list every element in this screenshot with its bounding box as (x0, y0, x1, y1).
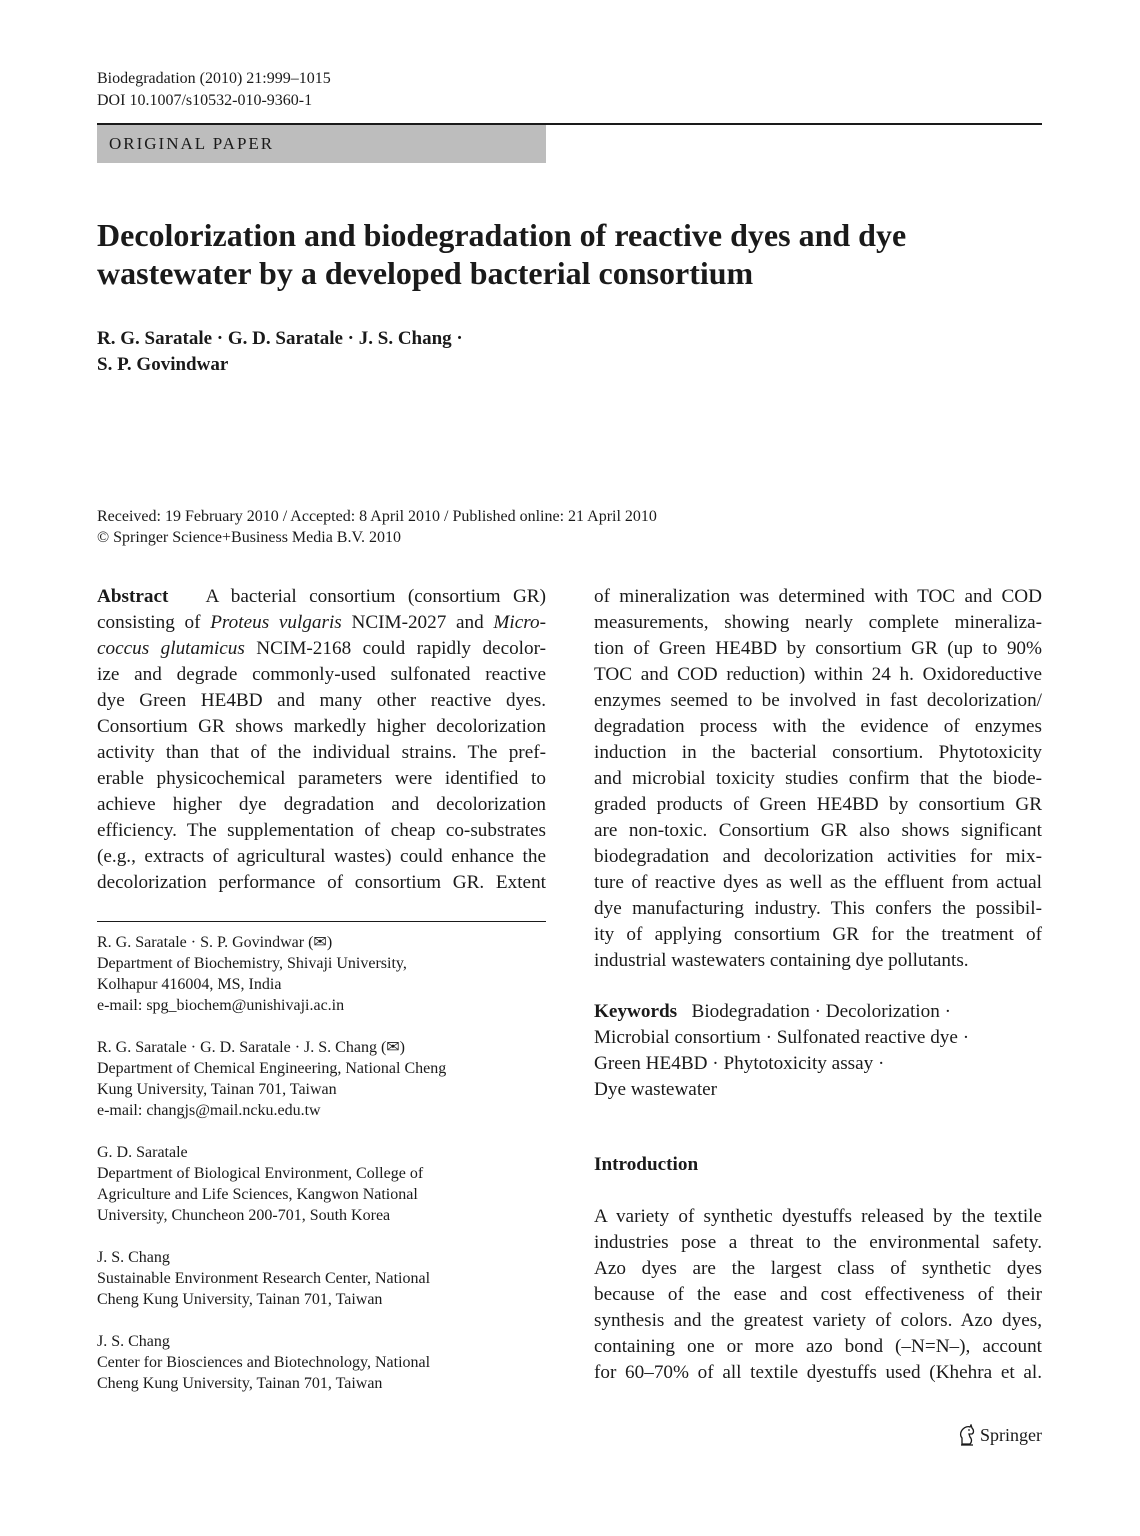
affiliation-line: Kolhapur 416004, MS, India (97, 976, 282, 993)
affiliation-line: Department of Chemical Engineering, National Cheng (97, 1060, 447, 1077)
abstract-line: induction in the bacterial consortium. Phytotoxicity (594, 742, 1042, 763)
affiliation (97, 1037, 546, 1121)
abstract-line: dye manufacturing industry. This confers the possibil- (594, 898, 1042, 919)
abstract-line: are non-toxic. Consortium GR also shows significant (594, 820, 1042, 841)
affiliation-line: Cheng Kung University, Tainan 701, Taiwan (97, 1375, 383, 1392)
abstract-line: TOC and COD reduction) within 24 h. Oxidoreductive (594, 664, 1042, 685)
affiliation-authors: G. D. Saratale (97, 1144, 188, 1161)
abstract-line: ize and degrade commonly-used sulfonated reactive (97, 664, 546, 685)
affiliation-line: Cheng Kung University, Tainan 701, Taiwan (97, 1291, 383, 1308)
abstract-line (97, 610, 546, 636)
publication-history (97, 506, 657, 548)
abstract-line: decolorization performance of consortium GR. Extent (97, 872, 546, 893)
keywords-line: Dye wastewater (594, 1079, 718, 1100)
affiliation-line: Kung University, Tainan 701, Taiwan (97, 1081, 337, 1098)
footnote-rule (97, 921, 546, 922)
abstract-line: enzymes seemed to be involved in fast decolorization/ (594, 690, 1042, 711)
publisher-logo (958, 1424, 1042, 1446)
history-dates: Received: 19 February 2010 / Accepted: 8 April 2010 / Published online: 21 April 2010 (97, 508, 657, 525)
species-name: Proteus vulgaris (210, 612, 342, 633)
abstract-line: degradation process with the evidence of enzymes (594, 716, 1042, 737)
abstract-line: graded products of Green HE4BD by consortium GR (594, 794, 1042, 815)
abstract-line: Consortium GR shows markedly higher decolorization (97, 716, 546, 737)
abstract-line: efficiency. The supplementation of cheap co-substrates (97, 820, 546, 841)
affiliation (97, 1142, 546, 1226)
article-type-badge: ORIGINAL PAPER (97, 125, 546, 163)
intro-line: A variety of synthetic dyestuffs released by the textile (594, 1206, 1042, 1227)
abstract-line: and microbial toxicity studies confirm that the biode- (594, 768, 1042, 789)
article-title (97, 216, 1037, 292)
springer-knight-icon (958, 1424, 976, 1446)
species-name: coccus glutamicus (97, 638, 245, 659)
abstract-right-column (594, 584, 1042, 974)
introduction-body (594, 1204, 1042, 1386)
abstract-line: activity than that of the individual strains. The pref- (97, 742, 546, 763)
keywords-label: Keywords (594, 1001, 678, 1022)
abstract-line (97, 584, 546, 610)
keywords-line (594, 999, 1042, 1025)
publisher-name: Springer (980, 1424, 1042, 1445)
affiliation-line: Sustainable Environment Research Center, National (97, 1270, 431, 1287)
doi[interactable]: DOI 10.1007/s10532-010-9360-1 (97, 92, 313, 109)
abstract-line: industrial wastewaters containing dye pollutants. (594, 950, 969, 971)
affiliation-authors: J. S. Chang (97, 1333, 170, 1350)
keyword-text: Biodegradation · Decolorization · (691, 1001, 952, 1022)
intro-line: containing one or more azo bond (–N=N–), account (594, 1336, 1042, 1357)
journal-header (97, 68, 331, 112)
abstract-line: ture of reactive dyes as well as the effluent from actual (594, 872, 1042, 893)
abstract-line: measurements, showing nearly complete mineraliza- (594, 612, 1042, 633)
abstract-text: NCIM-2168 could rapidly decolor- (244, 638, 546, 659)
authors-line: R. G. Saratale · G. D. Saratale · J. S. Chang · (97, 328, 463, 349)
intro-line: for 60–70% of all textile dyestuffs used (Khehra et al. (594, 1362, 1042, 1383)
abstract-line: achieve higher dye degradation and decolorization (97, 794, 546, 815)
keywords-line: Microbial consortium · Sulfonated reactive dye · (594, 1027, 970, 1048)
abstract-text: NCIM-2027 and (341, 612, 494, 633)
affiliation (97, 1331, 546, 1394)
abstract-text: A bacterial consortium (consortium GR) (205, 586, 546, 607)
affiliation-line: Agriculture and Life Sciences, Kangwon National (97, 1186, 418, 1203)
section-heading-introduction: Introduction (594, 1154, 699, 1175)
email-link[interactable]: e-mail: changjs@mail.ncku.edu.tw (97, 1102, 321, 1119)
journal-citation: Biodegradation (2010) 21:999–1015 (97, 70, 331, 87)
title-line: wastewater by a developed bacterial consortium (97, 255, 754, 291)
affiliation-authors: R. G. Saratale · S. P. Govindwar (✉) (97, 934, 333, 951)
keywords (594, 999, 1042, 1103)
affiliation-line: University, Chuncheon 200-701, South Korea (97, 1207, 391, 1224)
intro-line: industries pose a threat to the environmental safety. (594, 1232, 1042, 1253)
affiliation-line: Department of Biological Environment, College of (97, 1165, 424, 1182)
email-link[interactable]: e-mail: spg_biochem@unishivaji.ac.in (97, 997, 345, 1014)
affiliation-line: Center for Biosciences and Biotechnology, National (97, 1354, 431, 1371)
abstract-left-column (97, 584, 546, 896)
copyright: © Springer Science+Business Media B.V. 2010 (97, 529, 401, 546)
affiliation-line: Department of Biochemistry, Shivaji University, (97, 955, 407, 972)
affiliation-authors: J. S. Chang (97, 1249, 170, 1266)
abstract-line: of mineralization was determined with TOC and COD (594, 586, 1042, 607)
abstract-line: dye Green HE4BD and many other reactive dyes. (97, 690, 546, 711)
author-list (97, 326, 463, 378)
affiliation (97, 932, 546, 1016)
intro-line: Azo dyes are the largest class of synthetic dyes (594, 1258, 1042, 1279)
authors-line: S. P. Govindwar (97, 354, 229, 375)
affiliation (97, 1247, 546, 1310)
intro-line: because of the ease and cost effectiveness of their (594, 1284, 1042, 1305)
title-line: Decolorization and biodegradation of reactive dyes and dye (97, 217, 907, 253)
abstract-line (97, 636, 546, 662)
affiliations (97, 932, 546, 1415)
abstract-line: erable physicochemical parameters were identified to (97, 768, 546, 789)
abstract-line: biodegradation and decolorization activities for mix- (594, 846, 1042, 867)
abstract-label: Abstract (97, 586, 169, 607)
keywords-line: Green HE4BD · Phytotoxicity assay · (594, 1053, 885, 1074)
species-name: Micro- (493, 612, 546, 633)
intro-line: synthesis and the greatest variety of colors. Azo dyes, (594, 1310, 1042, 1331)
abstract-line: tion of Green HE4BD by consortium GR (up to 90% (594, 638, 1042, 659)
abstract-line: ity of applying consortium GR for the treatment of (594, 924, 1042, 945)
abstract-line: (e.g., extracts of agricultural wastes) could enhance the (97, 846, 546, 867)
affiliation-authors: R. G. Saratale · G. D. Saratale · J. S. Chang (✉) (97, 1039, 405, 1056)
abstract-text: consisting of (97, 612, 211, 633)
